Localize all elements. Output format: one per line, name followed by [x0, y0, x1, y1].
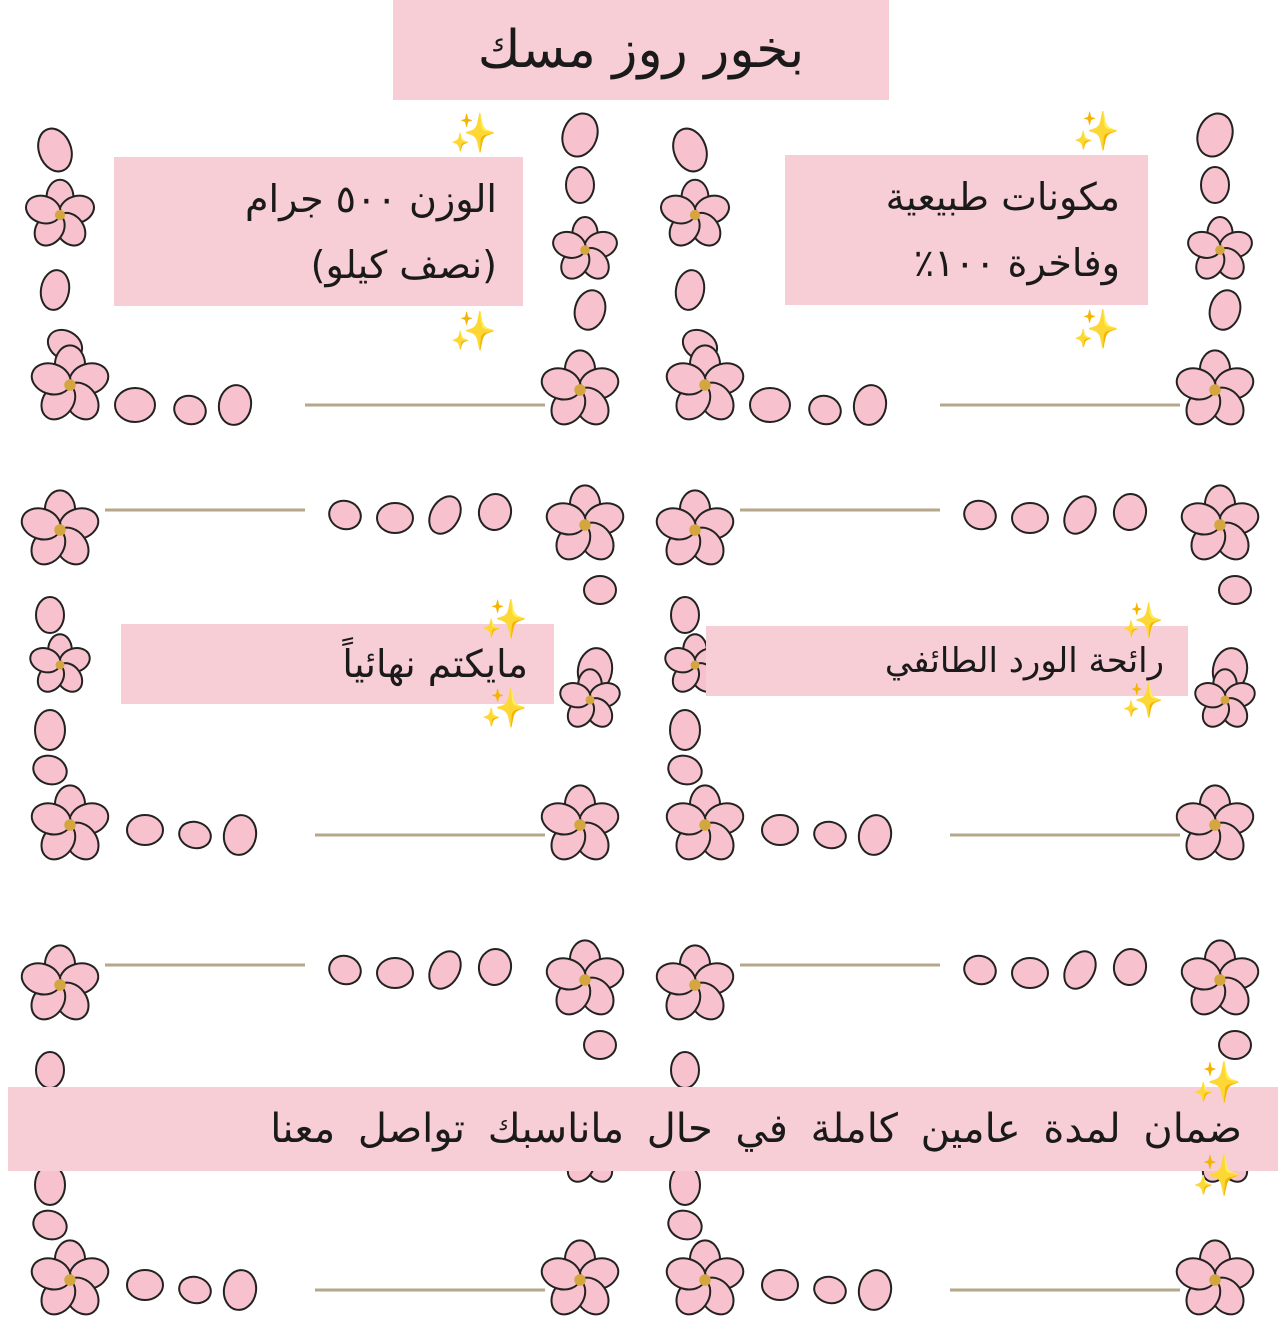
flower-icon: [1178, 485, 1263, 566]
flower-center: [691, 661, 700, 670]
petal-icon: [811, 818, 849, 851]
petal-icon: [1219, 1031, 1251, 1059]
petal-icon: [1012, 958, 1048, 988]
flower-center: [55, 210, 65, 220]
flower-icon: [663, 785, 748, 866]
sparkle-icon: ✨: [1072, 109, 1120, 153]
label-line: [114, 100, 497, 232]
flower-icon: [1173, 1240, 1258, 1321]
flower-icon: [28, 345, 113, 426]
petal-icon: [423, 946, 467, 995]
petal-icon: [1192, 109, 1239, 162]
flower-icon: [18, 490, 103, 571]
flower-center: [64, 1274, 76, 1286]
flower-icon: [663, 1240, 748, 1321]
sparkle-icon: ✨: [1072, 307, 1120, 351]
petal-icon: [29, 1206, 71, 1244]
petal-icon: [423, 491, 467, 540]
flower-center: [1215, 245, 1225, 255]
petal-icon: [1201, 167, 1229, 203]
flower-center: [574, 384, 586, 396]
flower-center: [574, 1274, 586, 1286]
petal-icon: [805, 391, 845, 428]
label-weight: [114, 110, 523, 353]
label-line: [785, 98, 1120, 230]
flower-icon: [653, 490, 738, 571]
sparkle-icon: ✨: [449, 110, 497, 155]
petal-icon: [1205, 287, 1244, 333]
label-line: [270, 1059, 1242, 1199]
petal-icon: [38, 268, 73, 312]
petal-icon: [856, 813, 894, 858]
petal-icon: [35, 710, 65, 750]
petal-icon: [216, 383, 254, 428]
flower-center: [64, 379, 76, 391]
flower-icon: [28, 1240, 113, 1321]
petal-icon: [35, 1165, 65, 1205]
petal-icon: [750, 388, 790, 422]
flower-center: [64, 819, 76, 831]
petal-icon: [221, 813, 259, 858]
flower-icon: [27, 634, 93, 697]
petal-icon: [584, 1031, 616, 1059]
petal-icon: [1012, 503, 1048, 533]
petal-icon: [762, 815, 798, 845]
petal-icon: [476, 491, 514, 532]
petal-icon: [570, 287, 609, 333]
flower-center: [690, 210, 700, 220]
flower-icon: [653, 945, 738, 1026]
petal-icon: [851, 383, 889, 428]
label-text: ضمان لمدة عامين كاملة في حال ماناسبك تواصل معنا: [270, 1106, 1242, 1152]
flower-center: [586, 696, 595, 705]
petal-icon: [1111, 491, 1149, 532]
petal-icon: [811, 1273, 849, 1306]
petal-icon: [36, 1052, 64, 1088]
flower-center: [1209, 384, 1221, 396]
petal-icon: [115, 388, 155, 422]
petal-icon: [557, 109, 604, 162]
flower-center: [1209, 1274, 1221, 1286]
petal-icon: [960, 496, 1000, 533]
petal-icon: [1219, 576, 1251, 604]
petal-icon: [566, 167, 594, 203]
sparkle-icon: ✨: [1192, 1153, 1242, 1199]
flower-center: [56, 661, 65, 670]
flower-center: [574, 819, 586, 831]
petal-icon: [667, 124, 712, 176]
flower-center: [579, 974, 591, 986]
flower-icon: [28, 785, 113, 866]
flower-icon: [550, 217, 621, 284]
label-line: [706, 601, 1164, 721]
petal-icon: [325, 951, 365, 988]
petal-icon: [673, 268, 708, 312]
petal-icon: [670, 710, 700, 750]
flower-icon: [543, 940, 628, 1021]
label-text: مايكتم نهائياً: [342, 642, 528, 686]
label-text: الوزن ٥٠٠ جرام: [245, 176, 497, 221]
flower-center: [580, 245, 590, 255]
flower-icon: [663, 345, 748, 426]
petal-icon: [32, 124, 77, 176]
label-scent: [706, 601, 1188, 721]
flower-center: [54, 979, 66, 991]
petal-icon: [221, 1268, 259, 1313]
flower-icon: [538, 785, 623, 866]
petal-icon: [29, 751, 71, 789]
petal-icon: [377, 958, 413, 988]
sparkle-icon: ✨: [1192, 1060, 1242, 1106]
petal-icon: [476, 946, 514, 987]
flower-center: [699, 379, 711, 391]
label-text: رائحة الورد الطائفي: [884, 641, 1164, 681]
flower-center: [689, 979, 701, 991]
petal-icon: [762, 1270, 798, 1300]
petal-icon: [127, 815, 163, 845]
petal-icon: [176, 1273, 214, 1306]
flower-center: [699, 1274, 711, 1286]
label-text: (نصف كيلو): [310, 242, 497, 287]
label-line: [121, 597, 528, 731]
label-guarantee: [8, 1060, 1278, 1199]
petal-icon: [1111, 946, 1149, 987]
flower-icon: [1173, 350, 1258, 431]
flower-center: [579, 519, 591, 531]
flower-icon: [1185, 217, 1256, 284]
flower-icon: [18, 945, 103, 1026]
flower-icon: [538, 1240, 623, 1321]
flower-icon: [22, 180, 97, 252]
petal-icon: [664, 751, 706, 789]
flower-icon: [543, 485, 628, 566]
flower-icon: [1178, 940, 1263, 1021]
page-title: [393, 0, 889, 100]
flower-center: [1214, 519, 1226, 531]
petal-icon: [127, 1270, 163, 1300]
petal-icon: [325, 496, 365, 533]
petal-icon: [856, 1268, 894, 1313]
petal-icon: [377, 503, 413, 533]
label-line: [785, 230, 1120, 362]
sparkle-icon: ✨: [1121, 601, 1164, 641]
petal-icon: [664, 1206, 706, 1244]
flower-icon: [538, 350, 623, 431]
flower-icon: [557, 669, 623, 732]
flower-icon: [1192, 669, 1258, 732]
sparkle-icon: ✨: [480, 597, 528, 641]
flower-center: [54, 524, 66, 536]
label-lasting: [121, 597, 554, 730]
flower-center: [689, 524, 701, 536]
sparkle-icon: ✨: [1121, 681, 1164, 721]
label-text: مكونات طبيعية: [885, 175, 1120, 219]
flower-center: [1221, 696, 1230, 705]
sparkle-icon: ✨: [480, 686, 528, 730]
petal-icon: [960, 951, 1000, 988]
label-text: وفاخرة ١٠٠٪: [913, 241, 1120, 285]
petal-icon: [584, 576, 616, 604]
flower-center: [1209, 819, 1221, 831]
title-text: بخور روز مسك: [477, 20, 805, 80]
petal-icon: [671, 597, 699, 633]
petal-icon: [170, 391, 210, 428]
petal-icon: [36, 597, 64, 633]
label-natural-ingredients: [785, 109, 1148, 351]
flower-center: [699, 819, 711, 831]
flower-icon: [657, 180, 732, 252]
flower-icon: [1173, 785, 1258, 866]
sparkle-icon: ✨: [449, 308, 497, 353]
flower-center: [1214, 974, 1226, 986]
petal-icon: [1058, 491, 1102, 540]
petal-icon: [1058, 946, 1102, 995]
label-line: [114, 232, 497, 364]
petal-icon: [176, 818, 214, 851]
